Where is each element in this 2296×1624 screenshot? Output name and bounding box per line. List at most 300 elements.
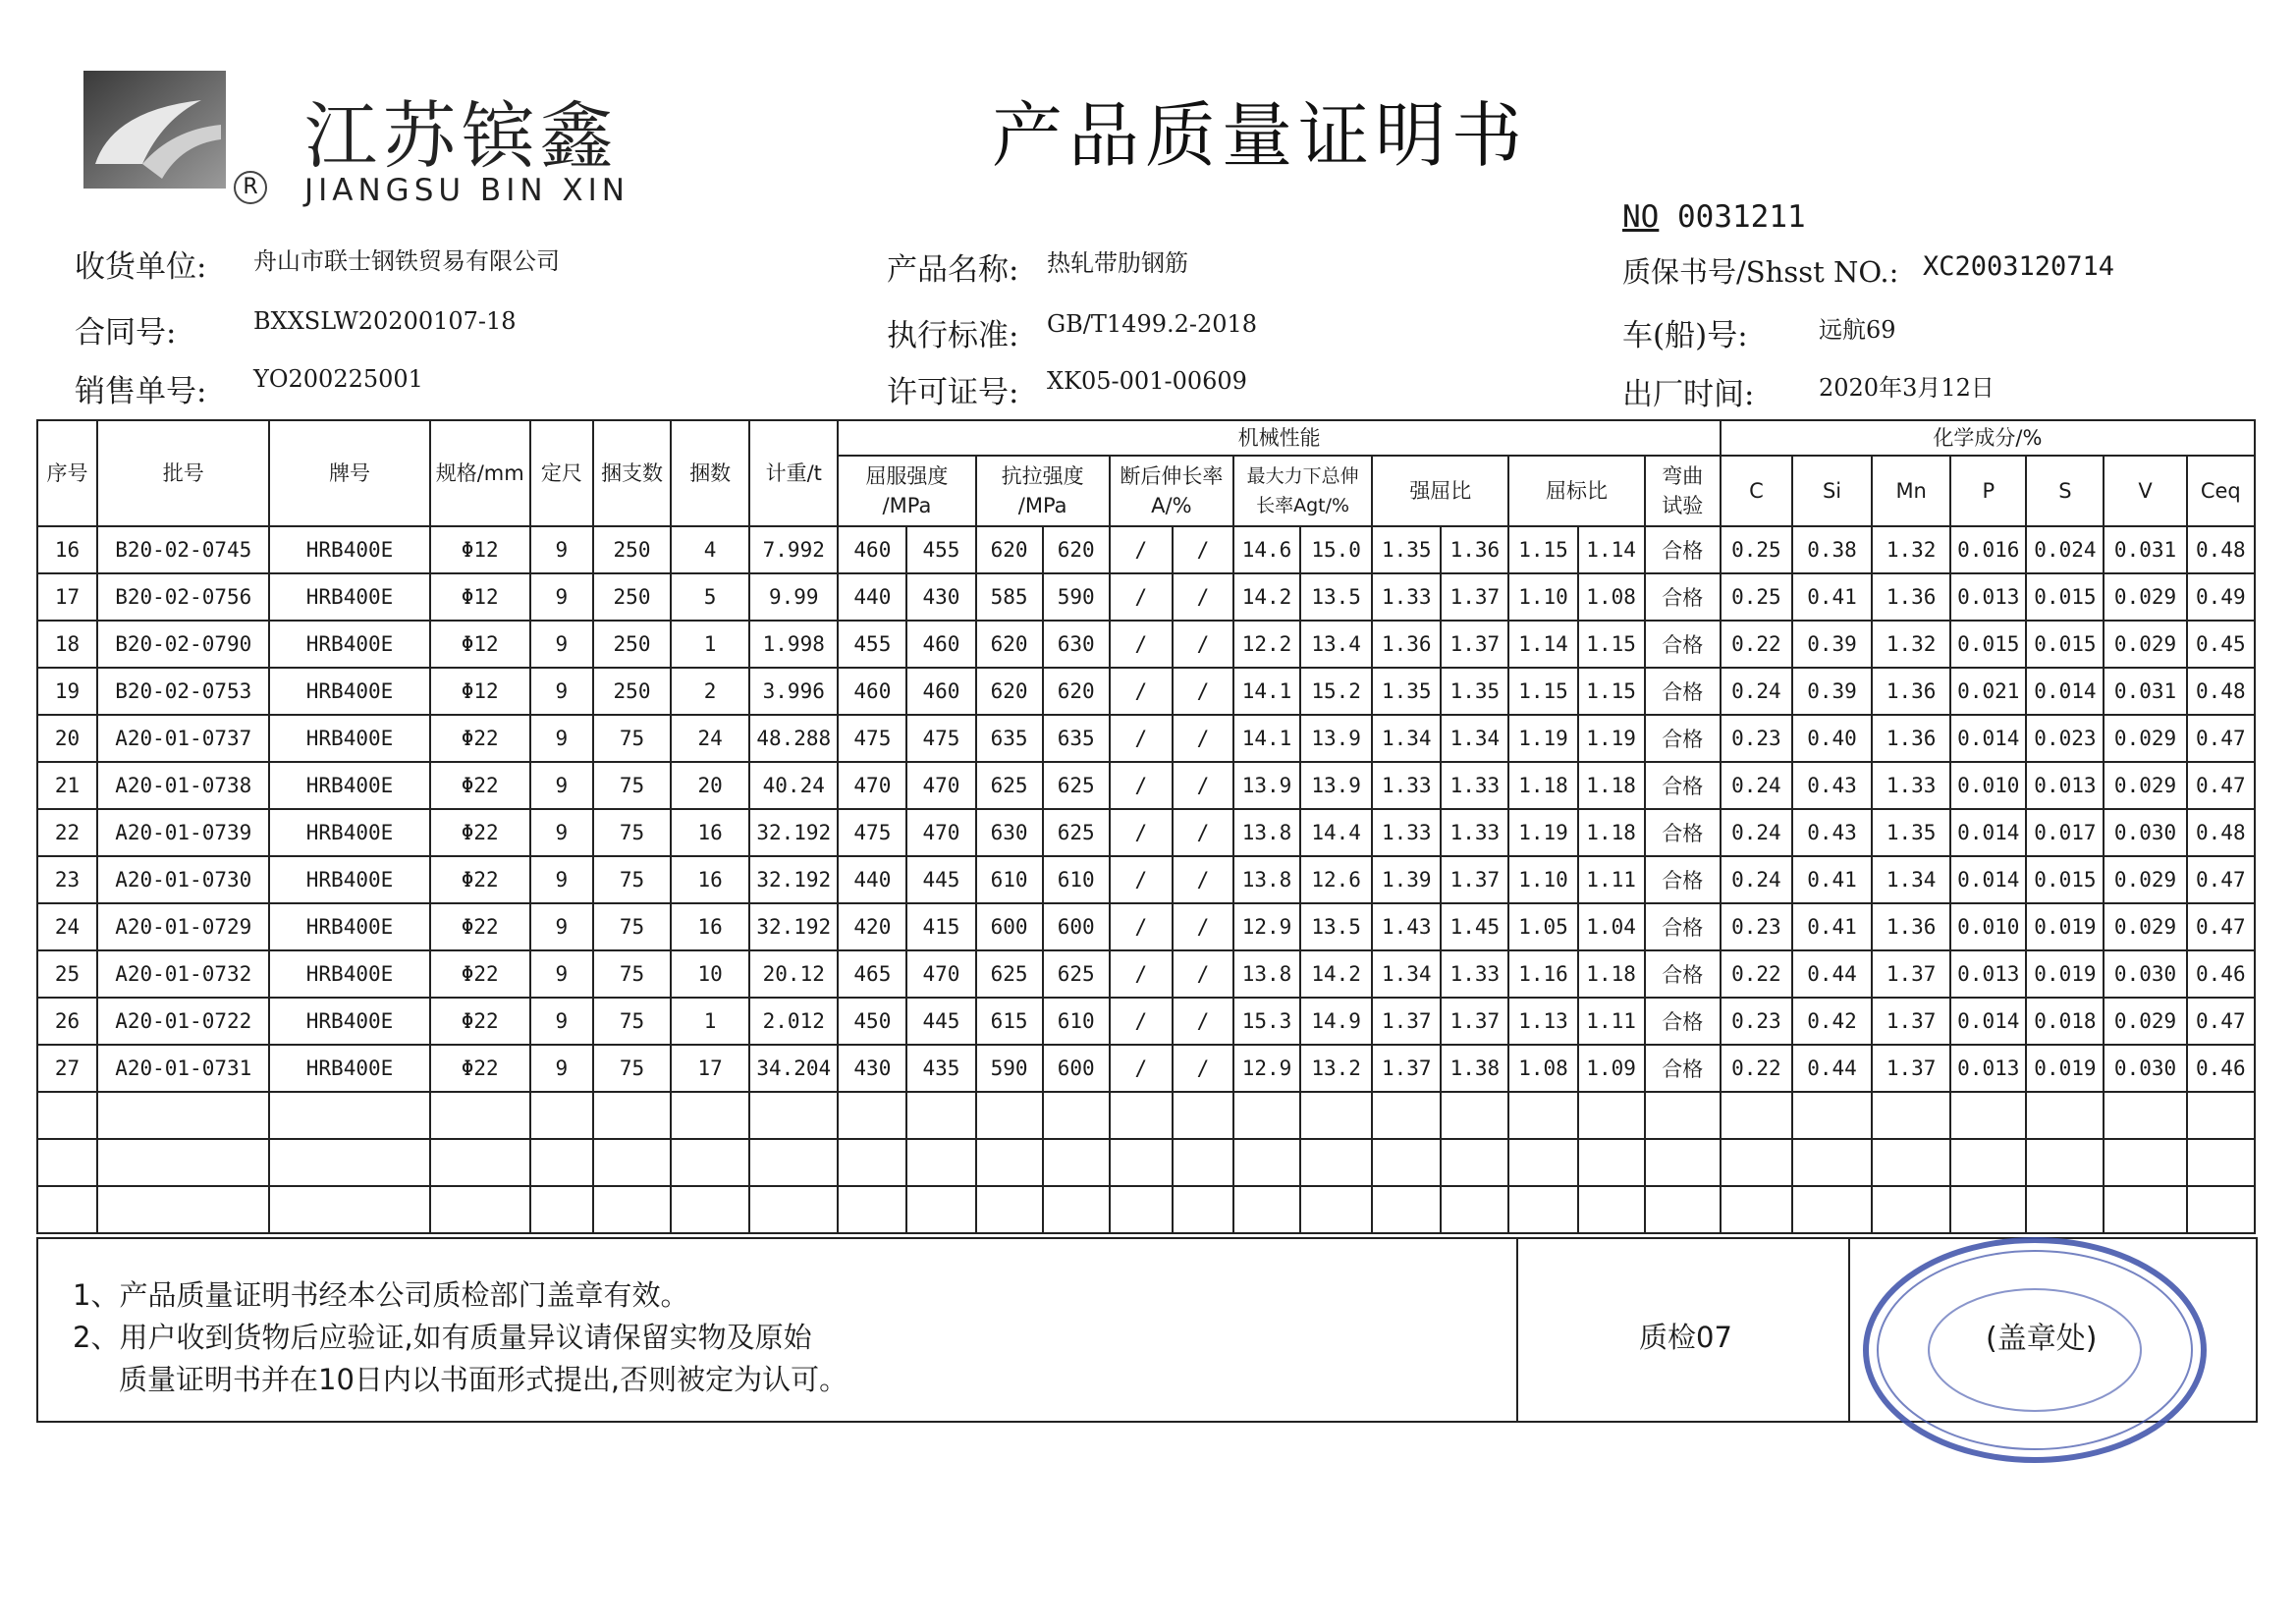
- table-cell: 18: [37, 621, 97, 668]
- document-number: [1622, 199, 1806, 235]
- empty-cell: [530, 1139, 593, 1186]
- table-cell: 40.24: [749, 762, 838, 809]
- table-cell: 1.36: [1872, 573, 1950, 621]
- table-cell: 635: [1043, 715, 1110, 762]
- table-cell: 625: [1043, 762, 1110, 809]
- header-bend: 弯曲 试验: [1645, 456, 1721, 526]
- table-cell: Φ22: [430, 856, 530, 903]
- table-cell: Φ22: [430, 715, 530, 762]
- table-cell: 13.8: [1233, 809, 1300, 856]
- table-cell: 440: [838, 856, 906, 903]
- table-cell: 12.6: [1300, 856, 1372, 903]
- table-cell: A20-01-0722: [97, 998, 269, 1045]
- empty-row: [37, 1186, 2255, 1233]
- empty-cell: [1300, 1092, 1372, 1139]
- empty-cell: [593, 1092, 671, 1139]
- table-cell: 合格: [1645, 621, 1721, 668]
- empty-cell: [2026, 1139, 2104, 1186]
- header-si: Si: [1792, 456, 1872, 526]
- table-cell: 0.22: [1721, 621, 1792, 668]
- table-row: [37, 762, 2255, 809]
- table-cell: 0.029: [2104, 903, 2186, 950]
- table-cell: 9.99: [749, 573, 838, 621]
- table-cell: HRB400E: [269, 903, 429, 950]
- empty-cell: [838, 1139, 906, 1186]
- table-cell: 0.015: [2026, 573, 2104, 621]
- table-cell: 9: [530, 950, 593, 998]
- table-cell: 12.9: [1233, 903, 1300, 950]
- table-cell: 460: [838, 668, 906, 715]
- table-cell: 合格: [1645, 668, 1721, 715]
- table-cell: 0.47: [2187, 715, 2255, 762]
- table-cell: 0.23: [1721, 715, 1792, 762]
- empty-cell: [749, 1186, 838, 1233]
- table-cell: 1.34: [1441, 715, 1508, 762]
- empty-cell: [97, 1139, 269, 1186]
- table-cell: 0.013: [1950, 1045, 2026, 1092]
- table-cell: 465: [838, 950, 906, 998]
- table-cell: /: [1173, 1045, 1233, 1092]
- table-cell: 630: [1043, 621, 1110, 668]
- table-cell: 32.192: [749, 809, 838, 856]
- table-cell: 625: [976, 762, 1043, 809]
- table-cell: 15.3: [1233, 998, 1300, 1045]
- table-cell: 0.47: [2187, 856, 2255, 903]
- table-cell: HRB400E: [269, 526, 429, 573]
- table-cell: 9: [530, 1045, 593, 1092]
- table-row: [37, 668, 2255, 715]
- table-cell: 9: [530, 526, 593, 573]
- table-cell: 1.15: [1508, 668, 1577, 715]
- table-cell: Φ22: [430, 903, 530, 950]
- table-cell: 9: [530, 856, 593, 903]
- table-cell: 0.023: [2026, 715, 2104, 762]
- table-cell: 合格: [1645, 950, 1721, 998]
- table-cell: /: [1173, 715, 1233, 762]
- table-cell: HRB400E: [269, 668, 429, 715]
- empty-cell: [430, 1092, 530, 1139]
- empty-cell: [1300, 1186, 1372, 1233]
- table-cell: 1.37: [1441, 621, 1508, 668]
- table-cell: 12.9: [1233, 1045, 1300, 1092]
- empty-cell: [1721, 1092, 1792, 1139]
- empty-cell: [2104, 1186, 2186, 1233]
- table-cell: 75: [593, 998, 671, 1045]
- product-label: 产品名称:: [887, 252, 1019, 288]
- empty-cell: [906, 1186, 975, 1233]
- empty-cell: [2187, 1092, 2255, 1139]
- table-cell: 585: [976, 573, 1043, 621]
- company-logo: [83, 71, 226, 189]
- table-cell: 1.998: [749, 621, 838, 668]
- table-cell: 460: [906, 668, 975, 715]
- header-p: P: [1950, 456, 2026, 526]
- table-cell: 15.0: [1300, 526, 1372, 573]
- table-cell: 610: [1043, 998, 1110, 1045]
- document-number-value: 0031211: [1677, 199, 1806, 235]
- table-cell: 1.18: [1578, 809, 1645, 856]
- table-cell: 600: [1043, 1045, 1110, 1092]
- table-cell: 1.34: [1872, 856, 1950, 903]
- header-yield-ratio: 屈标比: [1508, 456, 1644, 526]
- empty-cell: [1173, 1092, 1233, 1139]
- table-cell: 250: [593, 573, 671, 621]
- table-cell: 75: [593, 1045, 671, 1092]
- table-cell: 0.48: [2187, 668, 2255, 715]
- table-cell: 0.031: [2104, 526, 2186, 573]
- table-cell: 620: [1043, 668, 1110, 715]
- table-cell: 0.014: [1950, 809, 2026, 856]
- header-mn: Mn: [1872, 456, 1950, 526]
- table-cell: 1.43: [1372, 903, 1441, 950]
- table-cell: B20-02-0753: [97, 668, 269, 715]
- table-cell: 1.36: [1872, 903, 1950, 950]
- table-cell: 1.45: [1441, 903, 1508, 950]
- table-cell: 625: [976, 950, 1043, 998]
- license-label: 许可证号:: [887, 375, 1019, 410]
- date-value: 2020年3月12日: [1819, 374, 1995, 402]
- table-cell: A20-01-0739: [97, 809, 269, 856]
- table-cell: 1.13: [1508, 998, 1577, 1045]
- table-cell: 625: [1043, 950, 1110, 998]
- empty-cell: [2026, 1092, 2104, 1139]
- table-cell: 0.47: [2187, 762, 2255, 809]
- table-cell: 1.33: [1372, 809, 1441, 856]
- table-cell: HRB400E: [269, 715, 429, 762]
- table-cell: 0.029: [2104, 573, 2186, 621]
- header-batch: 批号: [97, 420, 269, 526]
- table-cell: 0.47: [2187, 998, 2255, 1045]
- empty-cell: [671, 1139, 749, 1186]
- table-cell: 合格: [1645, 1045, 1721, 1092]
- table-cell: 13.4: [1300, 621, 1372, 668]
- header-tensile: 抗拉强度 /MPa: [976, 456, 1110, 526]
- footer-divider: [1516, 1239, 1518, 1421]
- table-cell: 475: [838, 715, 906, 762]
- table-cell: 1.37: [1441, 998, 1508, 1045]
- table-cell: /: [1110, 1045, 1173, 1092]
- table-cell: 475: [906, 715, 975, 762]
- table-cell: 合格: [1645, 573, 1721, 621]
- table-cell: 460: [838, 526, 906, 573]
- table-cell: 0.42: [1792, 998, 1872, 1045]
- table-cell: 0.39: [1792, 621, 1872, 668]
- table-cell: 0.029: [2104, 762, 2186, 809]
- table-cell: 0.24: [1721, 668, 1792, 715]
- table-cell: 0.24: [1721, 856, 1792, 903]
- table-cell: 17: [37, 573, 97, 621]
- empty-cell: [530, 1186, 593, 1233]
- table-cell: A20-01-0731: [97, 1045, 269, 1092]
- table-cell: 0.030: [2104, 950, 2186, 998]
- cert-value: XC2003120714: [1923, 251, 2115, 282]
- empty-cell: [37, 1139, 97, 1186]
- header-pcs: 捆支数: [593, 420, 671, 526]
- empty-cell: [530, 1092, 593, 1139]
- table-cell: 1.34: [1372, 715, 1441, 762]
- table-cell: 620: [976, 526, 1043, 573]
- table-row: [37, 573, 2255, 621]
- table-cell: A20-01-0729: [97, 903, 269, 950]
- table-cell: 0.014: [1950, 856, 2026, 903]
- table-row: [37, 950, 2255, 998]
- table-cell: 0.41: [1792, 856, 1872, 903]
- header-weight: 计重/t: [749, 420, 838, 526]
- empty-cell: [37, 1186, 97, 1233]
- table-cell: 1.35: [1372, 526, 1441, 573]
- empty-cell: [1441, 1092, 1508, 1139]
- empty-cell: [1233, 1186, 1300, 1233]
- standard-value: GB/T1499.2-2018: [1047, 310, 1258, 338]
- table-cell: 24: [37, 903, 97, 950]
- table-cell: A20-01-0738: [97, 762, 269, 809]
- table-cell: 5: [671, 573, 749, 621]
- table-cell: 1.35: [1441, 668, 1508, 715]
- table-cell: Φ22: [430, 1045, 530, 1092]
- table-cell: 610: [976, 856, 1043, 903]
- table-cell: 0.014: [1950, 715, 2026, 762]
- empty-cell: [671, 1186, 749, 1233]
- table-row: [37, 903, 2255, 950]
- table-cell: 13.8: [1233, 950, 1300, 998]
- table-cell: 9: [530, 621, 593, 668]
- empty-cell: [1792, 1186, 1872, 1233]
- table-cell: 615: [976, 998, 1043, 1045]
- table-cell: 1.11: [1578, 856, 1645, 903]
- table-cell: 600: [1043, 903, 1110, 950]
- table-cell: 14.2: [1300, 950, 1372, 998]
- table-cell: Φ12: [430, 668, 530, 715]
- table-row: [37, 526, 2255, 573]
- table-cell: 3.996: [749, 668, 838, 715]
- empty-cell: [838, 1092, 906, 1139]
- table-cell: B20-02-0745: [97, 526, 269, 573]
- header-agt: 最大力下总伸 长率Agt/%: [1233, 456, 1372, 526]
- table-cell: 590: [976, 1045, 1043, 1092]
- table-cell: 0.014: [1950, 998, 2026, 1045]
- table-cell: /: [1173, 856, 1233, 903]
- stamp-label: (盖章处): [1986, 1322, 2098, 1356]
- table-cell: 1.33: [1441, 809, 1508, 856]
- header-elongation: 断后伸长率 A/%: [1110, 456, 1233, 526]
- table-cell: /: [1110, 526, 1173, 573]
- table-cell: 625: [1043, 809, 1110, 856]
- empty-cell: [1721, 1186, 1792, 1233]
- table-cell: /: [1173, 526, 1233, 573]
- empty-cell: [1508, 1139, 1577, 1186]
- table-cell: 0.030: [2104, 1045, 2186, 1092]
- table-cell: 0.47: [2187, 903, 2255, 950]
- table-cell: Φ22: [430, 762, 530, 809]
- table-cell: 0.40: [1792, 715, 1872, 762]
- table-cell: 9: [530, 998, 593, 1045]
- table-cell: 250: [593, 621, 671, 668]
- table-cell: 1.33: [1372, 573, 1441, 621]
- table-cell: B20-02-0790: [97, 621, 269, 668]
- table-cell: HRB400E: [269, 809, 429, 856]
- table-cell: 620: [976, 668, 1043, 715]
- table-cell: 24: [671, 715, 749, 762]
- table-cell: B20-02-0756: [97, 573, 269, 621]
- empty-cell: [1872, 1092, 1950, 1139]
- table-cell: 75: [593, 762, 671, 809]
- empty-cell: [97, 1092, 269, 1139]
- license-value: XK05-001-00609: [1047, 367, 1247, 395]
- table-cell: 620: [1043, 526, 1110, 573]
- consignee-label: 收货单位:: [75, 249, 207, 285]
- table-cell: 合格: [1645, 809, 1721, 856]
- table-cell: 75: [593, 809, 671, 856]
- table-cell: 16: [37, 526, 97, 573]
- table-cell: 0.029: [2104, 621, 2186, 668]
- empty-cell: [269, 1139, 429, 1186]
- empty-cell: [1645, 1139, 1721, 1186]
- header-spec: 规格/mm: [430, 420, 530, 526]
- header-seq: 序号: [37, 420, 97, 526]
- table-cell: 0.44: [1792, 950, 1872, 998]
- table-cell: HRB400E: [269, 573, 429, 621]
- table-cell: 420: [838, 903, 906, 950]
- vehicle-label: 车(船)号:: [1622, 318, 1748, 353]
- table-cell: 470: [906, 950, 975, 998]
- table-cell: 32.192: [749, 903, 838, 950]
- table-cell: /: [1173, 668, 1233, 715]
- empty-cell: [2187, 1186, 2255, 1233]
- empty-cell: [1872, 1139, 1950, 1186]
- table-cell: 1.08: [1508, 1045, 1577, 1092]
- table-cell: 75: [593, 715, 671, 762]
- table-cell: 1.19: [1578, 715, 1645, 762]
- table-cell: 0.013: [2026, 762, 2104, 809]
- table-cell: 445: [906, 998, 975, 1045]
- table-cell: 0.22: [1721, 950, 1792, 998]
- empty-cell: [1372, 1139, 1441, 1186]
- table-cell: /: [1173, 621, 1233, 668]
- table-cell: 250: [593, 668, 671, 715]
- empty-cell: [1645, 1092, 1721, 1139]
- empty-cell: [1508, 1186, 1577, 1233]
- table-cell: HRB400E: [269, 621, 429, 668]
- inspector-label: 质检07: [1639, 1321, 1732, 1354]
- table-cell: 0.030: [2104, 809, 2186, 856]
- table-cell: 1.33: [1872, 762, 1950, 809]
- table-row: [37, 856, 2255, 903]
- table-cell: 48.288: [749, 715, 838, 762]
- table-cell: 455: [906, 526, 975, 573]
- table-cell: 0.014: [2026, 668, 2104, 715]
- document-title: 产品质量证明书: [992, 94, 1529, 177]
- table-cell: 0.41: [1792, 903, 1872, 950]
- table-cell: 14.6: [1233, 526, 1300, 573]
- table-cell: 15.2: [1300, 668, 1372, 715]
- table-cell: 23: [37, 856, 97, 903]
- table-cell: /: [1173, 903, 1233, 950]
- table-cell: 0.013: [1950, 950, 2026, 998]
- table-cell: 1: [671, 621, 749, 668]
- empty-cell: [749, 1139, 838, 1186]
- table-cell: Φ12: [430, 621, 530, 668]
- table-cell: 9: [530, 715, 593, 762]
- table-cell: 17: [671, 1045, 749, 1092]
- table-cell: 4: [671, 526, 749, 573]
- table-cell: 1.37: [1441, 573, 1508, 621]
- table-cell: /: [1110, 998, 1173, 1045]
- table-cell: A20-01-0732: [97, 950, 269, 998]
- table-cell: /: [1110, 809, 1173, 856]
- table-cell: HRB400E: [269, 1045, 429, 1092]
- empty-cell: [269, 1092, 429, 1139]
- empty-cell: [1173, 1139, 1233, 1186]
- table-cell: 1: [671, 998, 749, 1045]
- empty-cell: [1110, 1186, 1173, 1233]
- table-cell: 1.37: [1441, 856, 1508, 903]
- table-cell: 1.14: [1578, 526, 1645, 573]
- empty-cell: [1233, 1092, 1300, 1139]
- table-cell: 0.49: [2187, 573, 2255, 621]
- table-cell: /: [1110, 668, 1173, 715]
- table-cell: 0.48: [2187, 526, 2255, 573]
- table-cell: 10: [671, 950, 749, 998]
- header-c: C: [1721, 456, 1792, 526]
- table-cell: 14.2: [1233, 573, 1300, 621]
- table-cell: 0.029: [2104, 715, 2186, 762]
- table-cell: 620: [976, 621, 1043, 668]
- table-cell: 0.46: [2187, 1045, 2255, 1092]
- table-cell: 475: [838, 809, 906, 856]
- table-cell: 合格: [1645, 526, 1721, 573]
- table-cell: 合格: [1645, 856, 1721, 903]
- header-tensile-yield-ratio: 强屈比: [1372, 456, 1508, 526]
- table-cell: 0.44: [1792, 1045, 1872, 1092]
- consignee-value: 舟山市联士钢铁贸易有限公司: [253, 247, 560, 275]
- empty-cell: [838, 1186, 906, 1233]
- empty-cell: [976, 1139, 1043, 1186]
- table-cell: 450: [838, 998, 906, 1045]
- table-cell: 14.1: [1233, 715, 1300, 762]
- table-cell: 0.029: [2104, 856, 2186, 903]
- empty-cell: [430, 1186, 530, 1233]
- table-cell: 0.45: [2187, 621, 2255, 668]
- table-cell: 600: [976, 903, 1043, 950]
- table-cell: A20-01-0730: [97, 856, 269, 903]
- empty-cell: [1950, 1139, 2026, 1186]
- table-cell: /: [1110, 856, 1173, 903]
- table-cell: 9: [530, 809, 593, 856]
- table-cell: 1.32: [1872, 526, 1950, 573]
- table-cell: /: [1173, 809, 1233, 856]
- table-cell: 1.11: [1578, 998, 1645, 1045]
- table-row: [37, 715, 2255, 762]
- empty-cell: [671, 1092, 749, 1139]
- note-3: 质量证明书并在10日内以书面形式提出,否则被定为认可。: [119, 1363, 848, 1396]
- empty-cell: [1872, 1186, 1950, 1233]
- table-cell: 0.013: [1950, 573, 2026, 621]
- table-cell: 1.34: [1372, 950, 1441, 998]
- table-cell: 0.015: [1950, 621, 2026, 668]
- table-cell: 16: [671, 809, 749, 856]
- table-cell: 27: [37, 1045, 97, 1092]
- table-cell: 1.15: [1578, 668, 1645, 715]
- empty-cell: [1173, 1186, 1233, 1233]
- contract-value: BXXSLW20200107-18: [253, 307, 517, 335]
- table-cell: 0.24: [1721, 762, 1792, 809]
- table-cell: 合格: [1645, 762, 1721, 809]
- header-yield: 屈服强度 /MPa: [838, 456, 975, 526]
- table-cell: 22: [37, 809, 97, 856]
- table-cell: 470: [838, 762, 906, 809]
- footer-divider: [1848, 1239, 1850, 1421]
- table-cell: 1.15: [1578, 621, 1645, 668]
